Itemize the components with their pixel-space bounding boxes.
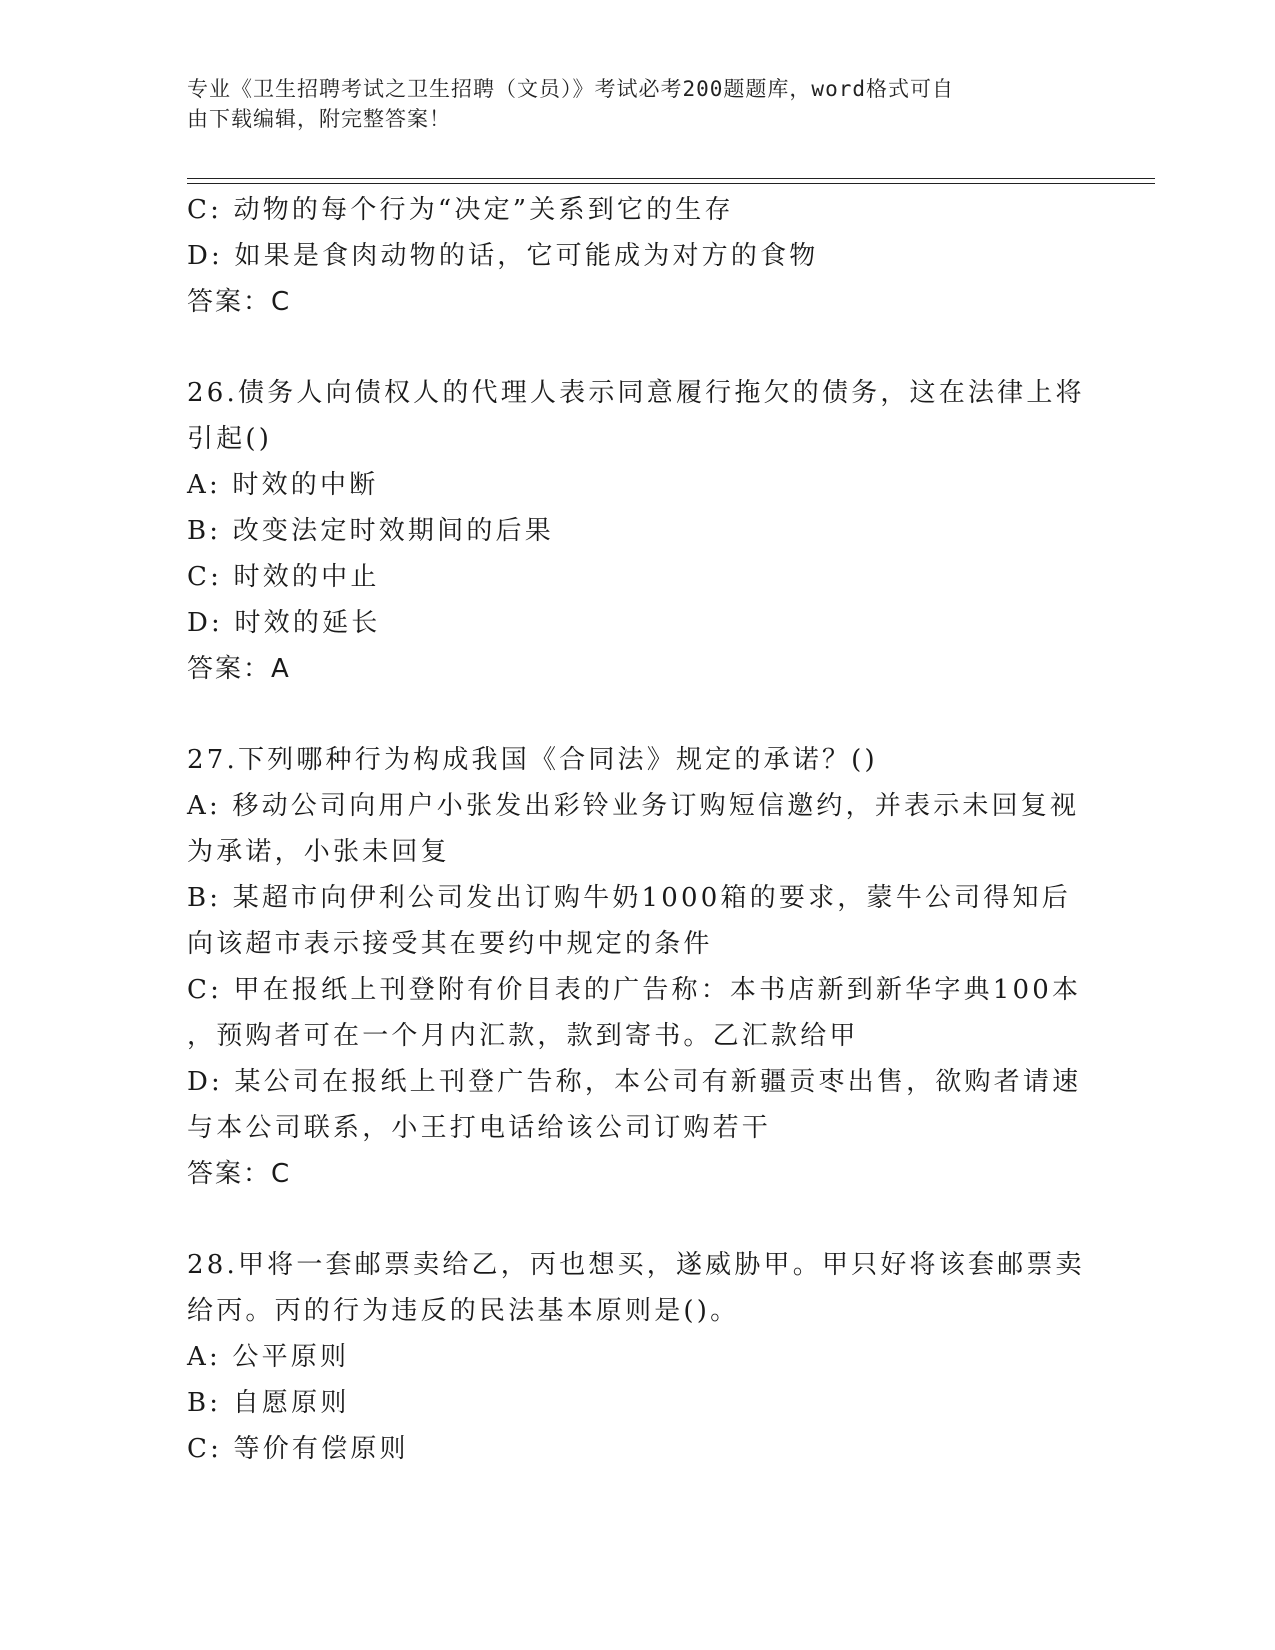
option-c: C: 等价有偿原则 — [187, 1434, 409, 1464]
answer: 答案：C — [187, 1159, 292, 1189]
option-b-continued: 向该超市表示接受其在要约中规定的条件 — [187, 929, 713, 959]
header-divider-bottom — [187, 183, 1155, 184]
option-d: D: 如果是食肉动物的话，它可能成为对方的食物 — [187, 241, 819, 271]
option-a: A: 公平原则 — [187, 1342, 350, 1372]
option-c: C: 时效的中止 — [187, 562, 380, 592]
question-stem: 26.债务人向债权人的代理人表示同意履行拖欠的债务，这在法律上将 — [187, 378, 1085, 408]
header-line-1: 专业《卫生招聘考试之卫生招聘（文员）》考试必考200题题库，word格式可自 — [187, 77, 954, 101]
option-d: D: 某公司在报纸上刊登广告称，本公司有新疆贡枣出售，欲购者请速 — [187, 1067, 1082, 1097]
answer: 答案：A — [187, 654, 291, 684]
option-c-continued: ，预购者可在一个月内汇款，款到寄书。乙汇款给甲 — [187, 1021, 859, 1051]
spacer — [187, 325, 1087, 370]
question-25-tail — [187, 187, 1087, 325]
spacer — [187, 692, 1087, 737]
option-d-continued: 与本公司联系，小王打电话给该公司订购若干 — [187, 1113, 772, 1143]
option-a: A: 时效的中断 — [187, 470, 379, 500]
document-header — [187, 74, 1067, 134]
question-stem: 28.甲将一套邮票卖给乙，丙也想买，遂威胁甲。甲只好将该套邮票卖 — [187, 1250, 1085, 1280]
question-26 — [187, 370, 1087, 692]
answer: 答案：C — [187, 287, 292, 317]
option-b: B: 改变法定时效期间的后果 — [187, 516, 554, 546]
question-content — [187, 187, 1087, 1472]
option-a: A: 移动公司向用户小张发出彩铃业务订购短信邀约，并表示未回复视 — [187, 791, 1080, 821]
question-stem-continued: 给丙。丙的行为违反的民法基本原则是()。 — [187, 1296, 740, 1326]
question-stem: 27.下列哪种行为构成我国《合同法》规定的承诺？() — [187, 745, 878, 775]
option-b: B: 自愿原则 — [187, 1388, 350, 1418]
option-c: C: 动物的每个行为“决定”关系到它的生存 — [187, 195, 734, 225]
question-27 — [187, 737, 1087, 1197]
option-a-continued: 为承诺，小张未回复 — [187, 837, 450, 867]
option-c: C: 甲在报纸上刊登附有价目表的广告称：本书店新到新华字典100本 — [187, 975, 1082, 1005]
spacer — [187, 1197, 1087, 1242]
header-line-2: 由下载编辑，附完整答案！ — [187, 107, 451, 131]
option-b: B: 某超市向伊利公司发出订购牛奶1000箱的要求，蒙牛公司得知后 — [187, 883, 1071, 913]
option-d: D: 时效的延长 — [187, 608, 381, 638]
question-28 — [187, 1242, 1087, 1472]
header-divider-top — [187, 178, 1155, 179]
question-stem-continued: 引起() — [187, 424, 273, 454]
